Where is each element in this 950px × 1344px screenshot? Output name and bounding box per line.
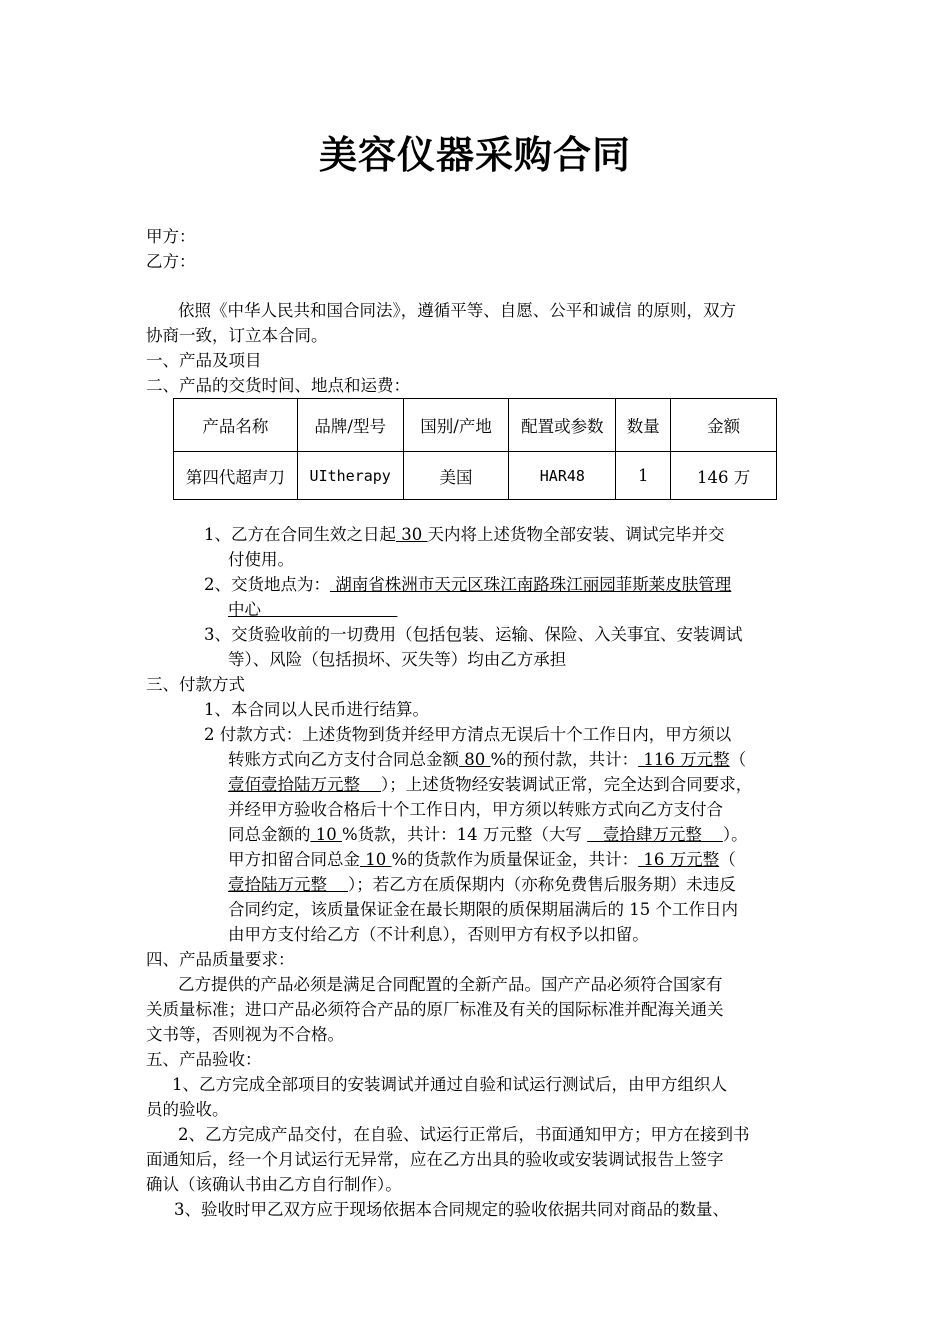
- payment-line-8: 合同约定，该质量保证金在最长期限的质保期届满后的 15 个工作日内: [228, 900, 738, 919]
- document-title: 美容仪器采购合同: [318, 133, 631, 177]
- product-table: [173, 398, 777, 500]
- quality-line-1: 乙方提供的产品必须是满足合同配置的全新产品。国产产品必须符合国家有: [178, 975, 723, 994]
- delivery-address: 湖南省株洲市天元区珠江南路珠江丽园菲斯莱皮肤管理: [330, 575, 732, 594]
- header-quantity: 数量: [616, 399, 671, 452]
- cell-amount: 146 万: [671, 452, 777, 500]
- header-product-name: 产品名称: [174, 399, 298, 452]
- cell-product-name: 第四代超声刀: [174, 452, 298, 500]
- header-config: 配置或参数: [509, 399, 616, 452]
- section-1-heading: 一、产品及项目: [146, 351, 262, 370]
- party-b-label: 乙方：: [146, 252, 196, 271]
- table-row: [174, 452, 777, 500]
- cell-quantity: 1: [616, 452, 671, 500]
- cell-origin: 美国: [403, 452, 509, 500]
- delivery-address-cont: 中心: [228, 600, 398, 619]
- quality-line-2: 关质量标准；进口产品必须符合产品的原厂标准及有关的国际标准并配海关通关: [146, 1000, 724, 1019]
- acceptance-2-line-1: 2、乙方完成产品交付，在自验、试运行正常后，书面通知甲方；甲方在接到书: [178, 1125, 750, 1144]
- payment-line-2: 转账方式向乙方支付合同总金额 80 %的预付款，共计： 116 万元整（: [228, 750, 747, 769]
- payment-line-4: 并经甲方验收合格后十个工作日内，甲方须以转账方式向乙方支付合: [228, 800, 723, 819]
- delivery-item-3: 3、交货验收前的一切费用（包括包装、运输、保险、入关事宜、安装调试: [204, 625, 743, 644]
- acceptance-2-line-3: 确认（该确认书由乙方自行制作）。: [146, 1175, 402, 1194]
- acceptance-1-line-1: 1、乙方完成全部项目的安装调试并通过自验和试运行测试后，由甲方组织人: [172, 1075, 727, 1094]
- section-2-heading: 二、产品的交货时间、地点和运费：: [146, 376, 410, 395]
- payment-line-5: 同总金额的 10 %货款，共计：14 万元整（大写 壹拾肆万元整 ）。: [228, 825, 748, 844]
- cell-config: HAR48: [509, 452, 616, 500]
- table-header-row: [174, 399, 777, 452]
- party-a-label: 甲方：: [146, 227, 196, 246]
- payment-line-9: 由甲方支付给乙方（不计利息），否则甲方有权予以扣留。: [228, 925, 649, 944]
- header-origin: 国别/产地: [403, 399, 509, 452]
- payment-line-6: 甲方扣留合同总金 10 %的货款作为质量保证金，共计： 16 万元整（: [228, 850, 736, 869]
- section-4-heading: 四、产品质量要求：: [146, 950, 295, 969]
- header-amount: 金额: [671, 399, 777, 452]
- payment-line-3: 壹佰壹拾陆万元整 ）；上述货物经安装调试正常，完全达到合同要求，: [228, 775, 753, 794]
- payment-line-7: 壹拾陆万元整 ）；若乙方在质保期内（亦称免费售后服务期）未违反: [228, 875, 736, 894]
- section-5-heading: 五、产品验收：: [146, 1050, 262, 1069]
- header-brand-model: 品牌/型号: [297, 399, 403, 452]
- acceptance-2-line-2: 面通知后，经一个月试运行无异常，应在乙方出具的验收或安装调试报告上签字: [146, 1150, 724, 1169]
- delivery-item-1-cont: 付使用。: [228, 550, 294, 569]
- delivery-item-3-cont: 等）、风险（包括损坏、灭失等）均由乙方承担: [228, 650, 567, 669]
- acceptance-3-line-1: 3、验收时甲乙双方应于现场依据本合同规定的验收依据共同对商品的数量、: [174, 1200, 729, 1219]
- acceptance-1-line-2: 员的验收。: [146, 1100, 229, 1119]
- intro-line-2: 协商一致，订立本合同。: [146, 326, 328, 345]
- delivery-days: 30: [396, 525, 428, 544]
- cell-brand-model: UItherapy: [297, 452, 403, 500]
- intro-line-1: 依照《中华人民共和国合同法》，遵循平等、自愿、公平和诚信 的原则，双方: [178, 301, 736, 320]
- payment-item-1: 1、本合同以人民币进行结算。: [204, 700, 429, 719]
- payment-line-1: 2 付款方式：上述货物到货并经甲方清点无误后十个工作日内，甲方须以: [204, 725, 732, 744]
- delivery-item-1: 1、乙方在合同生效之日起 30 天内将上述货物全部安装、调试完毕并交: [204, 525, 725, 544]
- quality-line-3: 文书等，否则视为不合格。: [146, 1025, 344, 1044]
- delivery-item-2: 2、交货地点为： 湖南省株洲市天元区珠江南路珠江丽园菲斯莱皮肤管理: [204, 575, 732, 594]
- section-3-heading: 三、付款方式: [146, 675, 245, 694]
